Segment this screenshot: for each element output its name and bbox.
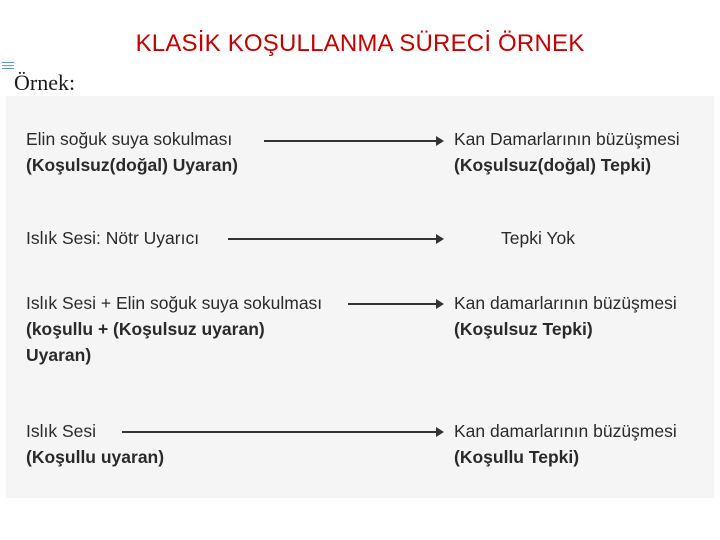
right-arrow-icon bbox=[348, 303, 442, 305]
stimulus-line: (Koşulsuz(doğal) Uyaran) bbox=[26, 155, 238, 175]
slide-title: KLASİK KOŞULLANMA SÜRECİ ÖRNEK bbox=[135, 30, 585, 57]
stimulus-text bbox=[26, 225, 199, 251]
stimulus-line: (Koşullu uyaran) bbox=[26, 447, 165, 467]
stimulus-line: Elin soğuk suya sokulması bbox=[26, 129, 233, 149]
response-text bbox=[454, 418, 677, 470]
response-line: (Koşulsuz(doğal) Tepki) bbox=[454, 155, 652, 175]
stimulus-text bbox=[26, 290, 322, 368]
response-line: Tepki Yok bbox=[501, 228, 575, 248]
response-line: Kan Damarlarının büzüşmesi bbox=[454, 129, 680, 149]
response-line: (Koşulsuz Tepki) bbox=[454, 319, 593, 339]
stimulus-line: Islık Sesi + Elin soğuk suya sokulması bbox=[26, 293, 323, 313]
response-line: (Koşullu Tepki) bbox=[454, 447, 580, 467]
stimulus-line: Islık Sesi: Nötr Uyarıcı bbox=[26, 228, 200, 248]
stimulus-line: Uyaran) bbox=[26, 345, 92, 365]
response-text bbox=[501, 225, 575, 251]
response-line: Kan damarlarının büzüşmesi bbox=[454, 421, 677, 441]
stimulus-text bbox=[26, 126, 238, 178]
diagram-panel bbox=[6, 96, 714, 498]
right-arrow-icon bbox=[264, 140, 442, 142]
stimulus-line: Islık Sesi bbox=[26, 421, 97, 441]
stimulus-line: (koşullu + (Koşulsuz uyaran) bbox=[26, 319, 265, 339]
right-arrow-icon bbox=[122, 431, 442, 433]
response-line: Kan damarlarının büzüşmesi bbox=[454, 293, 677, 313]
stimulus-text bbox=[26, 418, 164, 470]
example-label: Örnek: bbox=[14, 70, 76, 95]
right-arrow-icon bbox=[228, 238, 442, 240]
response-text bbox=[454, 126, 680, 178]
response-text bbox=[454, 290, 677, 342]
decorative-lines-icon bbox=[2, 62, 14, 72]
